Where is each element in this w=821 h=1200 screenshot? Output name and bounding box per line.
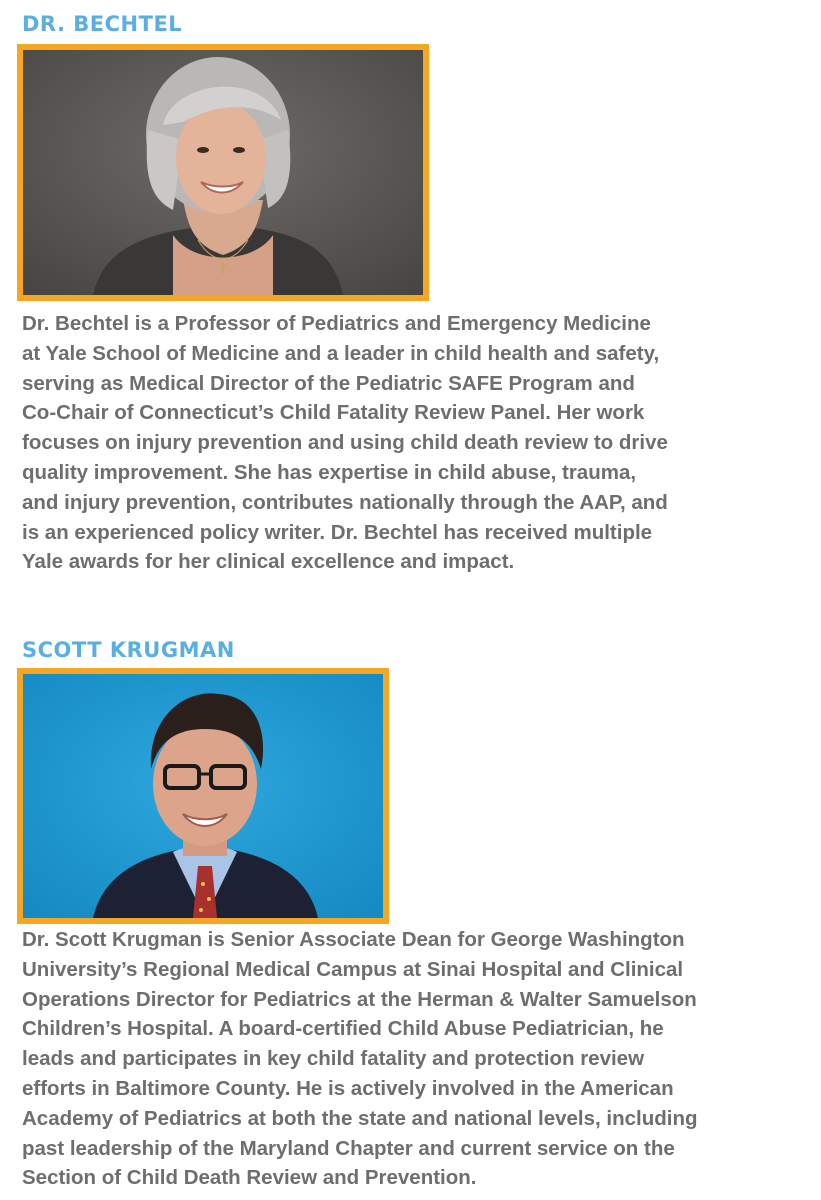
portrait-image	[23, 674, 383, 918]
bio-line: Operations Director for Pediatrics at the Herman & Walter Samuelson	[22, 987, 697, 1011]
bio-line: Dr. Bechtel is a Professor of Pediatrics and Emergency Medicine	[22, 312, 651, 335]
portrait-image	[23, 50, 423, 295]
bio-line: Dr. Scott Krugman is Senior Associate Dean for George Washington	[22, 928, 685, 951]
bio-line: Academy of Pediatrics at both the state and national levels, including	[22, 1106, 698, 1130]
profile-name: DR. BECHTEL	[22, 12, 183, 36]
bio-line: efforts in Baltimore County. He is actively involved in the American	[22, 1076, 674, 1100]
profile-photo	[17, 668, 389, 924]
bio-line: focuses on injury prevention and using child death review to drive	[22, 431, 668, 455]
profile-name: SCOTT KRUGMAN	[22, 638, 235, 662]
bio-line: and injury prevention, contributes nationally through the AAP, and	[22, 490, 668, 514]
bio-line: leads and participates in key child fatality and protection review	[22, 1047, 645, 1071]
profile-bio	[22, 309, 668, 577]
bio-line: serving as Medical Director of the Pediatric SAFE Program and	[22, 371, 635, 395]
bio-line: quality improvement. She has expertise in child abuse, trauma,	[22, 460, 637, 484]
bio-line: past leadership of the Maryland Chapter and current service on the	[22, 1136, 675, 1160]
bio-line: at Yale School of Medicine and a leader in child health and safety,	[22, 341, 660, 365]
bio-line: Children’s Hospital. A board-certified Child Abuse Pediatrician, he	[22, 1017, 664, 1041]
bio-line: Co-Chair of Connecticut’s Child Fatality Review Panel. Her work	[22, 401, 645, 425]
bio-line: is an experienced policy writer. Dr. Bechtel has received multiple	[22, 520, 653, 544]
bio-line: Yale awards for her clinical excellence and impact.	[22, 550, 515, 574]
bio-line: Section of Child Death Review and Prevention.	[22, 1166, 477, 1190]
bio-line: University’s Regional Medical Campus at Sinai Hospital and Clinical	[22, 957, 684, 981]
profile-bio	[22, 925, 698, 1193]
profile-photo	[17, 44, 429, 301]
